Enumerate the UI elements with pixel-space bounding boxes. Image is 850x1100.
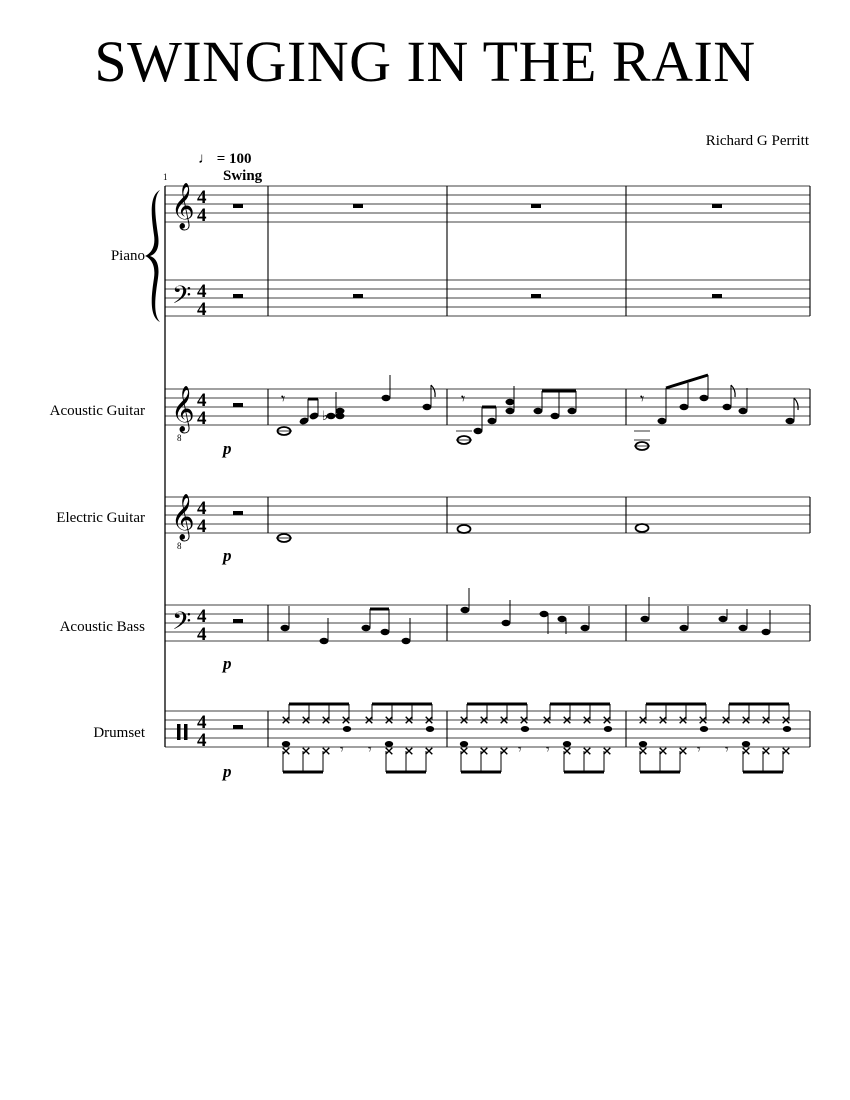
acoustic-guitar-notes xyxy=(277,375,798,450)
eighth-rest: 𝄾 xyxy=(368,743,372,758)
x-notehead xyxy=(680,748,687,755)
instrument-name-acoustic-guitar: Acoustic Guitar xyxy=(49,403,145,419)
piano-brace xyxy=(145,190,160,322)
svg-text:4: 4 xyxy=(197,408,207,429)
x-notehead xyxy=(660,748,667,755)
x-notehead xyxy=(461,748,468,755)
svg-text:4: 4 xyxy=(197,299,207,320)
eighth-rest: 𝄾 xyxy=(340,743,344,758)
svg-text:4: 4 xyxy=(197,606,207,627)
svg-text:4: 4 xyxy=(197,498,207,519)
x-notehead xyxy=(323,748,330,755)
dynamic-drumset: p xyxy=(223,762,232,781)
octave-8-marker: 8 xyxy=(177,433,182,443)
measure-number: 1 xyxy=(163,172,168,182)
staff-electric-guitar xyxy=(165,497,810,533)
x-notehead xyxy=(743,748,750,755)
svg-text:𝄾: 𝄾 xyxy=(461,391,466,408)
bass-clef-icon: 𝄢 xyxy=(172,607,192,642)
x-notehead xyxy=(481,748,488,755)
eighth-rest: 𝄾 xyxy=(518,743,522,758)
dynamic-electric-guitar: p xyxy=(223,546,232,565)
x-notehead xyxy=(303,748,310,755)
x-notehead xyxy=(283,748,290,755)
x-notehead xyxy=(584,748,591,755)
flat-icon: ♭ xyxy=(322,408,329,423)
rests xyxy=(233,204,722,729)
x-notehead xyxy=(406,748,413,755)
svg-text:4: 4 xyxy=(197,730,207,751)
instrument-name-electric-guitar: Electric Guitar xyxy=(56,510,145,526)
svg-text:4: 4 xyxy=(197,205,207,226)
eighth-rest: 𝄾 xyxy=(697,743,701,758)
score-title: SWINGING IN THE RAIN xyxy=(94,29,756,94)
octave-8-marker: 8 xyxy=(177,541,182,551)
acoustic-bass-notes xyxy=(281,588,771,644)
treble-clef-icon: 𝄞 xyxy=(171,183,195,229)
x-notehead xyxy=(763,748,770,755)
svg-text:𝄾: 𝄾 xyxy=(640,391,645,408)
x-notehead xyxy=(564,748,571,755)
eighth-rest: 𝄾 xyxy=(281,391,286,408)
tempo-marking: ♩ = 100 xyxy=(198,151,252,167)
dynamic-acoustic-guitar: p xyxy=(223,439,232,458)
x-notehead xyxy=(604,748,611,755)
barlines xyxy=(268,186,810,747)
svg-text:4: 4 xyxy=(197,187,207,208)
svg-text:4: 4 xyxy=(197,390,207,411)
composer-name: Richard G Perritt xyxy=(705,133,809,149)
eighth-rest: 𝄾 xyxy=(725,743,729,758)
x-notehead xyxy=(501,748,508,755)
staff-acoustic-bass xyxy=(165,605,810,641)
treble-clef-8vb-icon: 𝄞 xyxy=(171,386,195,432)
instrument-name-acoustic-bass: Acoustic Bass xyxy=(59,619,145,635)
instrument-name-drumset: Drumset xyxy=(93,725,145,741)
x-notehead xyxy=(640,748,647,755)
time-signatures xyxy=(197,187,207,751)
x-notehead xyxy=(783,748,790,755)
svg-text:4: 4 xyxy=(197,712,207,733)
bass-clef-icon: 𝄢 xyxy=(172,281,192,316)
treble-clef-8vb-icon: 𝄞 xyxy=(171,494,195,540)
svg-text:4: 4 xyxy=(197,281,207,302)
staff-lines xyxy=(165,186,810,747)
svg-text:4: 4 xyxy=(197,624,207,645)
svg-text:4: 4 xyxy=(197,516,207,537)
x-notehead xyxy=(386,748,393,755)
style-marking: Swing xyxy=(223,168,263,184)
x-notehead xyxy=(426,748,433,755)
instrument-name-piano: Piano xyxy=(110,248,145,264)
dynamic-acoustic-bass: p xyxy=(223,654,232,673)
eighth-rest: 𝄾 xyxy=(546,743,550,758)
